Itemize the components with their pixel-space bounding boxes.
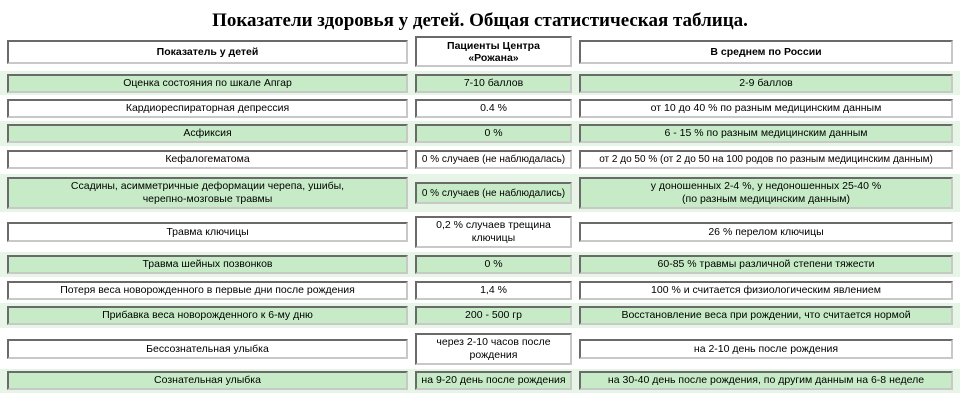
russia-value-cell: на 2-10 день после рождения (579, 339, 953, 359)
indicator-cell: Кардиореспираторная депрессия (7, 99, 408, 118)
russia-value-cell: на 30-40 день после рождения, по другим данным на 6-8 неделе (579, 371, 953, 390)
header-center: Пациенты Центра «Рожана» (415, 36, 572, 67)
center-value-cell: 0 % случаев (не наблюдалась) (415, 150, 572, 169)
indicator-cell: Травма ключицы (7, 222, 408, 242)
russia-value-cell: у доношенных 2-4 %, у недоношенных 25-40 % (по разным медицинским данным) (579, 177, 953, 209)
indicator-cell: Оценка состояния по шкале Апгар (7, 74, 408, 93)
russia-value-cell: 26 % перелом ключицы (579, 222, 953, 242)
indicator-cell: Потеря веса новорожденного в первые дни после рождения (7, 281, 408, 300)
indicator-cell: Сознательная улыбка (7, 371, 408, 390)
center-value-cell: на 9-20 день после рождения (415, 371, 572, 390)
center-value-cell: 1,4 % (415, 281, 572, 300)
header-russia: В среднем по России (579, 40, 953, 64)
russia-value-cell: 6 - 15 % по разным медицинским данным (579, 124, 953, 143)
russia-value-cell: от 10 до 40 % по разным медицинским данным (579, 99, 953, 118)
indicator-cell: Травма шейных позвонков (7, 255, 408, 274)
russia-value-cell: от 2 до 50 % (от 2 до 50 на 100 родов по разным медицинским данным) (579, 150, 953, 169)
indicator-cell: Прибавка веса новорожденного к 6-му дню (7, 306, 408, 325)
russia-value-cell: 60-85 % травмы различной степени тяжести (579, 255, 953, 274)
indicator-cell: Кефалогематома (7, 150, 408, 169)
center-value-cell: 0,2 % случаев трещина ключицы (415, 216, 572, 248)
center-value-cell: 0 % (415, 255, 572, 274)
page-title: Показатели здоровья у детей. Общая статистическая таблица. (212, 10, 748, 31)
center-value-cell: 7-10 баллов (415, 74, 572, 93)
center-value-cell: 200 - 500 гр (415, 306, 572, 325)
russia-value-cell: Восстановление веса при рождении, что считается нормой (579, 306, 953, 325)
center-value-cell: 0 % (415, 124, 572, 143)
indicator-cell: Ссадины, асимметричные деформации черепа, ушибы, черепно-мозговые травмы (7, 177, 408, 209)
indicator-cell: Асфиксия (7, 124, 408, 143)
center-value-cell: 0 % случаев (не наблюдались) (415, 182, 572, 204)
russia-value-cell: 2-9 баллов (579, 74, 953, 93)
center-value-cell: 0.4 % (415, 99, 572, 118)
header-indicator: Показатель у детей (7, 40, 408, 64)
center-value-cell: через 2-10 часов после рождения (415, 333, 572, 365)
indicator-cell: Бессознательная улыбка (7, 339, 408, 359)
russia-value-cell: 100 % и считается физиологическим явлением (579, 281, 953, 300)
